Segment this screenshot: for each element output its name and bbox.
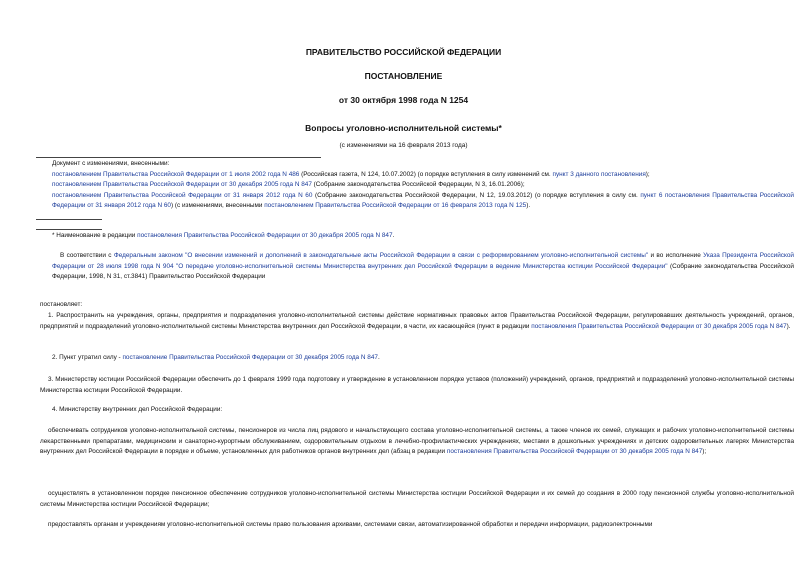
preamble: В соответствии с Федеральным законом "О внесении изменений и дополнений в законодательные акты Российской Федерации в связи с реформированием уголовно-исполнительной системы" и во исполнение Указа Президента Российской Федерации от 28 июля 1998 года N 904 "О передаче уголовно-исполнительной системы Министерства внутренних дел Российской Федерации в ведение Министерства юстиции Российской Федерации" (Собрание законодательства Российской Федерации, 1998, N 31, ст.3841) Правительство Российской Федерации [52,252,795,280]
amendments-block [52,159,794,212]
amendment-link[interactable]: пункт 3 данного постановления [552,170,646,178]
paragraph-2: 2. Пункт утратил силу - постановление Правительства Российской Федерации от 30 декабря 2005 года N 847. [52,354,380,361]
government-name: ПРАВИТЕЛЬСТВО РОССИЙСКОЙ ФЕДЕРАЦИИ [305,47,502,57]
amendments-intro: Документ с изменениями, внесенными: [52,160,170,167]
amendment-link[interactable]: постановлением Правительства Российской Федерации от 31 января 2012 года N 60 [52,191,313,199]
paragraph-4-item-3: предоставлять органам и учреждениям уголовно-исполнительной системы право пользования архивами, системами связи, автоматизированной обработки и передачи информации, радиоэлектронными [48,521,653,528]
paragraph-2-link[interactable]: постановление Правительства Российской Федерации от 30 декабря 2005 года N 847 [122,354,378,361]
amendment-link[interactable]: пункт 6 постановления Правительства Российской Федерации от 31 января 2012 года N 60 [52,191,794,209]
amendment-link[interactable]: постановлением Правительства Российской Федерации от 16 февраля 2013 года N 125 [264,202,527,209]
paragraph-1-link[interactable]: постановления Правительства Российской Федерации от 30 декабря 2005 года N 847 [531,322,787,330]
document-title: Вопросы уголовно-исполнительной системы* [305,123,502,133]
paragraph-4-item-1: обеспечивать сотрудников уголовно-исполнительной системы, пенсионеров из числа лиц рядового и начальствующего состава уголовно-исполнительной системы, а также членов их семей, служащих и рабочих уголовно-исполнительной системы лекарственными препаратами, медицинским и санаторно-курортным обслуживанием, оздоровительным отдыхом в лечебно-профилактических учреждениях, местами в дошкольных учреждениях и детских оздоровительных лагерях Министерства внутренних дел Российской Федерации в порядке и объеме, установленных для работников органов внутренних дел (абзац в редакции постановления Правительства Российской Федерации от 30 декабря 2005 года N 847); [40,427,794,455]
decree-link[interactable]: Указа Президента Российской Федерации от 28 июля 1998 года N 904 "О передаче уголовно-исполнительной системы Министерства внутренних дел Российской Федерации в ведение Министерства юстиции Российской Федерации" [52,252,794,270]
revision-note: (с изменениями на 16 февраля 2013 года) [339,142,468,149]
document-type: ПОСТАНОВЛЕНИЕ [364,71,443,81]
footnote-separator [36,229,102,230]
paragraph-4-item-2: осуществлять в установленном порядке пенсионное обеспечение сотрудников уголовно-исполнительной системы Министерства юстиции Российской Федерации и их семей до создания в 2000 году пенсионной службы уголовно-исполнительной системы Министерства юстиции Российской Федерации; [40,490,794,508]
amendment-item: постановлением Правительства Российской Федерации от 31 января 2012 года N 60 (Собрание законодательства Российской Федерации, N 12, 19.03.2012) (о порядке вступления в силу см. пункт 6 постановления Правительства Российской Федерации от 31 января 2012 года N 60) (с изменениями, внесенными постановлением Правительства Российской Федерации от 16 февраля 2013 года N 125). [52,191,794,209]
decides-word: постановляет: [40,301,83,308]
paragraph-4-item-1-link[interactable]: постановления Правительства Российской Федерации от 30 декабря 2005 года N 847 [446,448,703,455]
amendment-link[interactable]: постановлением Правительства Российской Федерации от 1 июля 2002 года N 486 [52,170,300,178]
paragraph-1: 1. Распространить на учреждения, органы, предприятия и подразделения уголовно-исполнительной системы действие нормативных правовых актов Правительства Российской Федерации, регулировавших деятельность учреждений, органов, предприятий и подразделений уголовно-исполнительной системы Министерства внутренних дел Российской Федерации, в части, их касающейся (пункт в редакции постановления Правительства Российской Федерации от 30 декабря 2005 года N 847). [40,312,794,330]
amendment-item: постановлением Правительства Российской Федерации от 1 июля 2002 года N 486 (Российская газета, N 124, 10.07.2002) (о порядке вступления в силу изменений см. пункт 3 данного постановления); [52,170,650,178]
footnote-link[interactable]: постановления Правительства Российской Федерации от 30 декабря 2005 года N 847 [137,232,393,239]
federal-law-link[interactable]: Федеральным законом "О внесении изменений и дополнений в законодательные акты Российской Федерации в связи с реформированием уголовно-исполнительной системы" [113,252,649,259]
amendment-link[interactable]: постановлением Правительства Российской Федерации от 30 декабря 2005 года N 847 [52,181,312,188]
separator-line [36,219,102,220]
separator-line [36,157,321,158]
footnote: * Наименование в редакции постановления Правительства Российской Федерации от 30 декабря 2005 года N 847. [52,232,395,239]
document-date-number: от 30 октября 1998 года N 1254 [338,95,469,105]
amendment-item: постановлением Правительства Российской Федерации от 30 декабря 2005 года N 847 (Собрание законодательства Российской Федерации, N 3, 16.01.2006); [52,181,525,188]
paragraph-3: 3. Министерству юстиции Российской Федерации обеспечить до 1 февраля 1999 года подготовку и утверждение в установленном порядке уставов (положений) учреждений, органов, предприятий и подразделений уголовно-исполнительной системы Министерства юстиции Российской Федерации. [40,376,794,394]
paragraph-4: 4. Министерству внутренних дел Российской Федерации: [52,406,223,413]
